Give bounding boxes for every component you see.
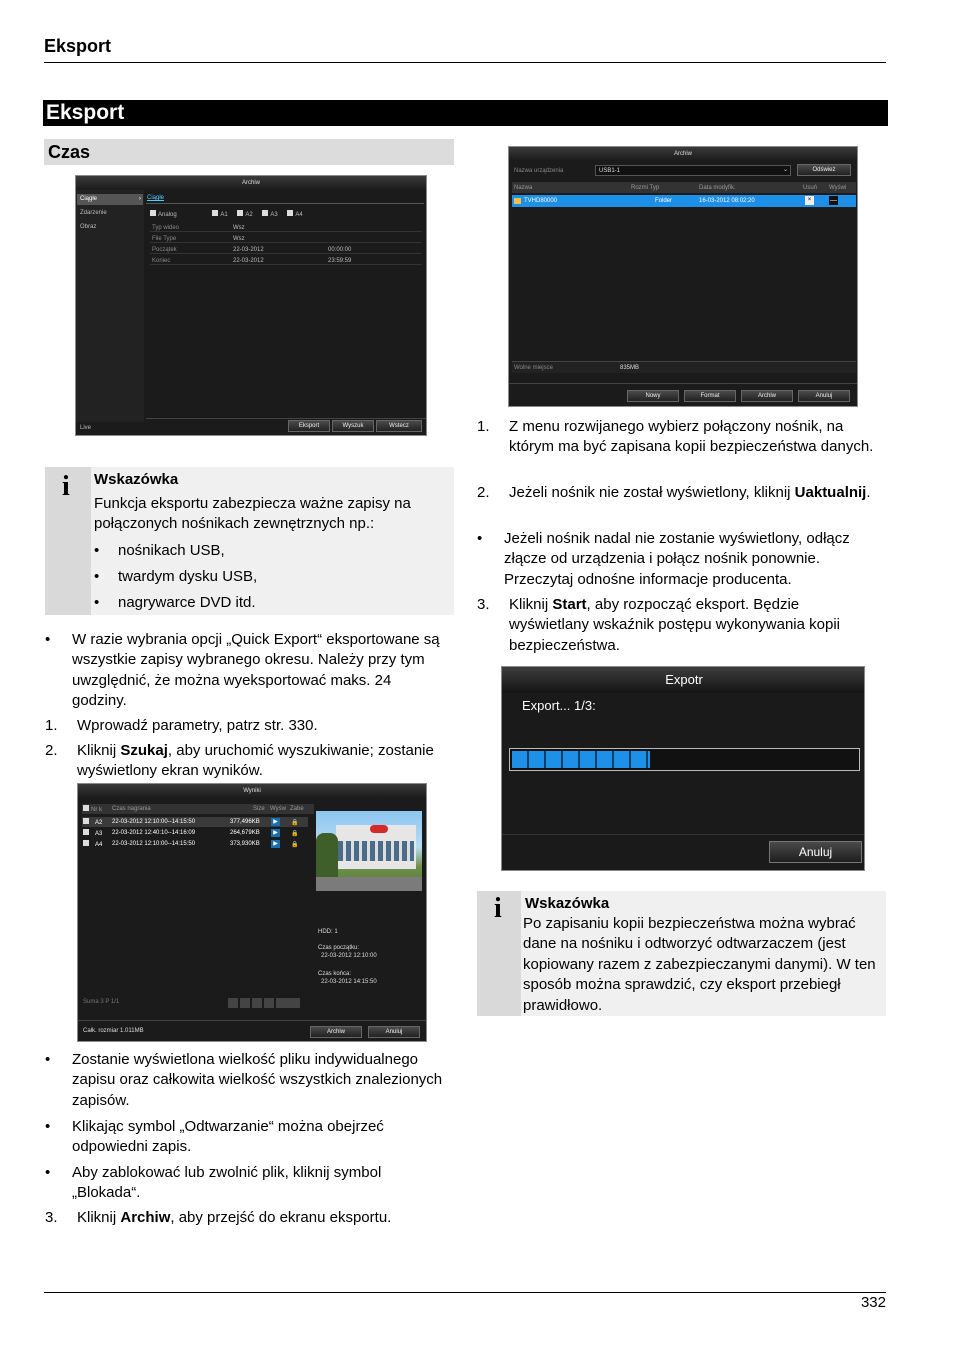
row-3-ch: A4 [83, 840, 102, 849]
row-2-time: 22-03-2012 12:40:10--14:16:09 [112, 830, 196, 836]
play-icon[interactable]: ▶ [271, 829, 280, 837]
pagination-controls[interactable] [228, 998, 274, 1008]
field-koniec-time[interactable]: 23:59:59 [328, 258, 352, 264]
col-data: Data modyfik. [699, 185, 736, 191]
archiw-screen [75, 175, 427, 436]
start-value: 22-03-2012 12:10:00 [321, 953, 377, 959]
total-size: Całk. rozmiar 1.011MB [83, 1028, 144, 1034]
archiw-start-button[interactable]: Archiw [741, 390, 793, 402]
chevron-down-icon[interactable]: ⌄ [783, 167, 789, 173]
row-2-size: 264,679KB [230, 830, 260, 836]
field-poczatek-label: Początek [152, 247, 177, 253]
export-cancel-button[interactable]: Anuluj [769, 841, 862, 863]
menu-item-zdarzenie[interactable]: Zdarzenie [80, 210, 107, 216]
free-space-value: 835MB [620, 365, 640, 371]
row-1-time: 22-03-2012 12:10:00--14:15:50 [112, 819, 196, 825]
col-wyswietl: Wyświ [829, 185, 847, 191]
col-zabe: Zabe [290, 806, 304, 812]
hint-2-title: Wskazówka [525, 895, 610, 912]
header-rule [44, 62, 886, 63]
end-value: 22-03-2012 14:15:50 [321, 979, 377, 985]
field-typ-wideo-value[interactable]: Wsz [233, 225, 245, 231]
field-poczatek-date[interactable]: 22-03-2012 [233, 247, 264, 253]
row-1-size: 377,496KB [230, 819, 260, 825]
col-nazwa: Nazwa [514, 185, 533, 191]
progress-bar [509, 748, 860, 771]
hint-box-1: i Wskazówka Funkcja eksportu zabezpiecza ważne zapisy na połączonych nośnikach zewnętrznych np.: • nośnikach USB, • twardym dysku USB, • nagrywarce DVD itd. [45, 467, 454, 615]
lock-icon[interactable]: 🔒 [291, 842, 299, 848]
col-nr: Nr k [83, 805, 102, 814]
preview-image [316, 811, 422, 891]
footer-rule [44, 1292, 886, 1293]
archiw-usb-screen [508, 146, 858, 407]
export-title: Expotr [665, 672, 703, 687]
hint-2-text: Po zapisaniu kopii bezpieczeństwa można wybrać dane na nośniku i odtworzyć odtwarzaczem (jest kopiowany razem z zabezpieczanymi danymi). W ten sposób można sprawdzić, czy eksport przebiegł prawidłowo. [523, 915, 876, 1014]
col-usun: Usuń [803, 185, 818, 191]
live-label[interactable]: Live [80, 425, 92, 431]
subsection-title: Czas [44, 139, 454, 165]
delete-icon[interactable]: × [805, 196, 814, 205]
play-icon[interactable]: ▶ [271, 840, 280, 848]
play-icon[interactable]: ▶ [271, 818, 280, 826]
pages-info: Suma 3 P 1/1 [83, 999, 120, 1005]
row-date: 16-03-2012 08:02:20 [699, 198, 755, 204]
col-typ: Rozmi Typ [631, 185, 660, 191]
row-3-size: 373,930KB [230, 841, 260, 847]
menu-item-obraz[interactable]: Obraz [80, 224, 97, 230]
row-1-ch: A2 [83, 818, 102, 827]
archiw-usb-title: Archiw [509, 147, 857, 161]
wyniki-screen [77, 783, 427, 1042]
device-value: USB1-1 [599, 168, 621, 174]
export-progress-dialog [501, 666, 865, 871]
wyszuk-button[interactable]: Wyszuk [332, 420, 374, 432]
tab-ciagle[interactable]: Ciągłe [147, 195, 165, 201]
col-czas: Czas nagrania [112, 806, 151, 812]
row-3-time: 22-03-2012 12:10:00--14:15:50 [112, 841, 196, 847]
nowy-button[interactable]: Nowy [627, 390, 679, 402]
field-file-type-label: File Type [152, 236, 177, 242]
field-file-type-value[interactable]: Wsz [233, 236, 245, 242]
page-number: 332 [860, 1294, 886, 1311]
device-label: Nazwa urządzenia [514, 168, 564, 174]
start-label: Czas początku: [318, 945, 360, 951]
channel-checkboxes[interactable]: Analog A1 A2 A3 A4 [150, 210, 303, 219]
folder-icon [514, 198, 521, 204]
hdd-info: HDD: 1 [318, 929, 338, 935]
lock-icon[interactable]: 🔒 [291, 820, 299, 826]
lock-icon[interactable]: 🔒 [291, 831, 299, 837]
minus-icon[interactable]: — [830, 197, 837, 204]
hint-1-text: Funkcja eksportu zabezpiecza ważne zapisy na połączonych nośnikach zewnętrznych np.: [94, 495, 411, 533]
device-select[interactable] [595, 165, 791, 176]
section-title: Eksport [43, 100, 888, 126]
anuluj-usb-button[interactable]: Anuluj [798, 390, 850, 402]
col-size: Size [253, 806, 265, 812]
hint-1-title: Wskazówka [94, 471, 179, 488]
field-koniec-date[interactable]: 22-03-2012 [233, 258, 264, 264]
info-icon: i [62, 471, 70, 502]
info-icon: i [494, 893, 502, 924]
row-name: TVHD80000 [524, 198, 558, 204]
archiw-title: Archiw [76, 176, 426, 190]
running-header: Eksport [44, 36, 112, 56]
eksport-button[interactable]: Eksport [288, 420, 330, 432]
format-button[interactable]: Format [684, 390, 736, 402]
hint-box-2 [477, 891, 886, 1016]
field-poczatek-time[interactable]: 00:00:00 [328, 247, 352, 253]
menu-item-ciagle[interactable]: Ciągłe › [77, 194, 143, 205]
anuluj-button[interactable]: Anuluj [368, 1026, 420, 1038]
archiw-button[interactable]: Archiw [310, 1026, 362, 1038]
page-input[interactable] [276, 998, 300, 1008]
export-status: Export... 1/3: [522, 698, 596, 713]
wstecz-button[interactable]: Wstecz [376, 420, 422, 432]
odswiez-button[interactable]: Odśwież [797, 164, 851, 176]
field-typ-wideo-label: Typ wideo [152, 225, 180, 231]
row-2-ch: A3 [83, 829, 102, 838]
row-type: Folder [655, 198, 673, 204]
col-wysw: Wyśw [270, 806, 286, 812]
wyniki-title: Wyniki [78, 784, 426, 798]
end-label: Czas końca: [318, 971, 352, 977]
progress-fill [512, 751, 650, 768]
field-koniec-label: Koniec [152, 258, 171, 264]
free-space-label: Wolne miejsce [514, 365, 553, 371]
